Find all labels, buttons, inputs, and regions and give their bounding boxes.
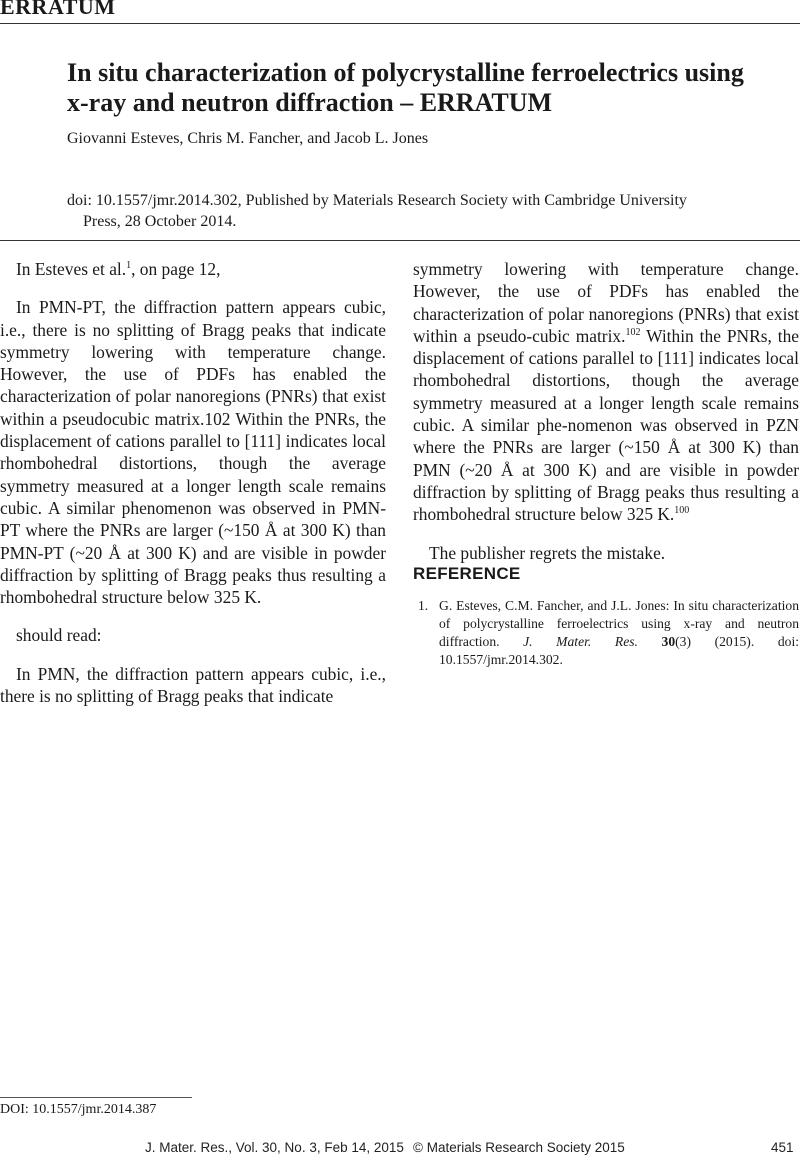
reference-journal: J. Mater. Res. — [523, 634, 638, 649]
section-label: ERRATUM — [0, 0, 116, 19]
intro-paragraph — [0, 258, 386, 280]
footnote-rule — [0, 1097, 192, 1098]
page-number: 451 — [771, 1140, 794, 1155]
article-title: In situ characterization of polycrystalline ferroelectrics using x-ray and neutron diffraction – ERRATUM — [67, 58, 744, 117]
body-column-right — [413, 258, 799, 564]
publication-info-line-1: doi: 10.1557/jmr.2014.302, Published by Materials Research Society with Cambridge University — [67, 192, 687, 209]
original-paragraph: In PMN-PT, the diffraction pattern appears cubic, i.e., there is no splitting of Bragg peaks that indicate symmetry lowering with temperature change. However, the use of PDFs has enabled the characterization of polar nanoregions (PNRs) that exist within a pseudocubic matrix.102 Within the PNRs, the displacement of cations parallel to [111] indicates local rhombohedral distortions, though the average symmetry measured at a longer length scale remains cubic. A similar phenomenon was observed in PMN-PT where the PNRs are larger (~150 Å at 300 K) than PMN-PT (~20 Å at 300 K) and are visible in powder diffraction by splitting of Bragg peaks thus resulting a rhombohedral structure below 325 K. — [0, 297, 386, 608]
header-bottom-rule — [0, 240, 800, 241]
intro-text: In Esteves et al. — [16, 259, 127, 279]
reference-item — [413, 597, 799, 669]
regret-paragraph: The publisher regrets the mistake. — [429, 542, 666, 563]
citation-link[interactable]: 1 — [126, 260, 132, 272]
footer-citation: J. Mater. Res., Vol. 30, No. 3, Feb 14, 2015 — [145, 1140, 404, 1155]
corrected-paragraph-continued — [413, 258, 799, 526]
corrected-text-a: symmetry lowering with temperature change. However, the use of PDFs has enabled the characterization of polar nanoregions (PNRs) that exist within a pseudo-cubic matrix. — [413, 259, 799, 346]
reference-authors-title: G. Esteves, C.M. Fancher, and J.L. Jones: In situ characterization of polycrystalline ferroelectrics using x-ray and neutron diffraction. — [439, 598, 799, 649]
body-column-left — [0, 258, 386, 707]
citation-link[interactable]: 102 — [625, 327, 641, 339]
reference-issue-doi[interactable]: (3) (2015). doi: 10.1557/jmr.2014.302. — [439, 634, 799, 667]
intro-text-end: , on page 12, — [131, 259, 221, 279]
reference-volume: 30 — [661, 634, 676, 649]
citation-link[interactable]: 100 — [674, 505, 690, 517]
corrected-paragraph-start: In PMN, the diffraction pattern appears cubic, i.e., there is no splitting of Bragg peaks that indicate — [0, 663, 386, 707]
reference-text — [439, 597, 799, 669]
references-heading: REFERENCE — [413, 564, 521, 583]
article-authors: Giovanni Esteves, Chris M. Fancher, and Jacob L. Jones — [67, 130, 429, 147]
footer-copyright: © Materials Research Society 2015 — [413, 1140, 625, 1155]
footnote-doi[interactable]: DOI: 10.1557/jmr.2014.387 — [0, 1102, 157, 1117]
header-rule — [0, 23, 800, 24]
corrected-text-b: Within the PNRs, the displacement of cations parallel to [111] indicates local rhombohedral distortions, though the average symmetry measured at a longer length scale remains cubic. A similar phe-nomenon was observed in PZN where the PNRs are larger (~150 Å at 300 K) than PMN (~20 Å at 300 K) and are visible in powder diffraction by splitting of Bragg peaks thus resulting a rhombohedral structure below 325 K. — [413, 325, 800, 525]
should-read-label: should read: — [16, 625, 102, 646]
publication-info-line-2: Press, 28 October 2014. — [83, 213, 237, 230]
publication-info — [67, 190, 757, 232]
reference-number: 1. — [418, 598, 429, 613]
